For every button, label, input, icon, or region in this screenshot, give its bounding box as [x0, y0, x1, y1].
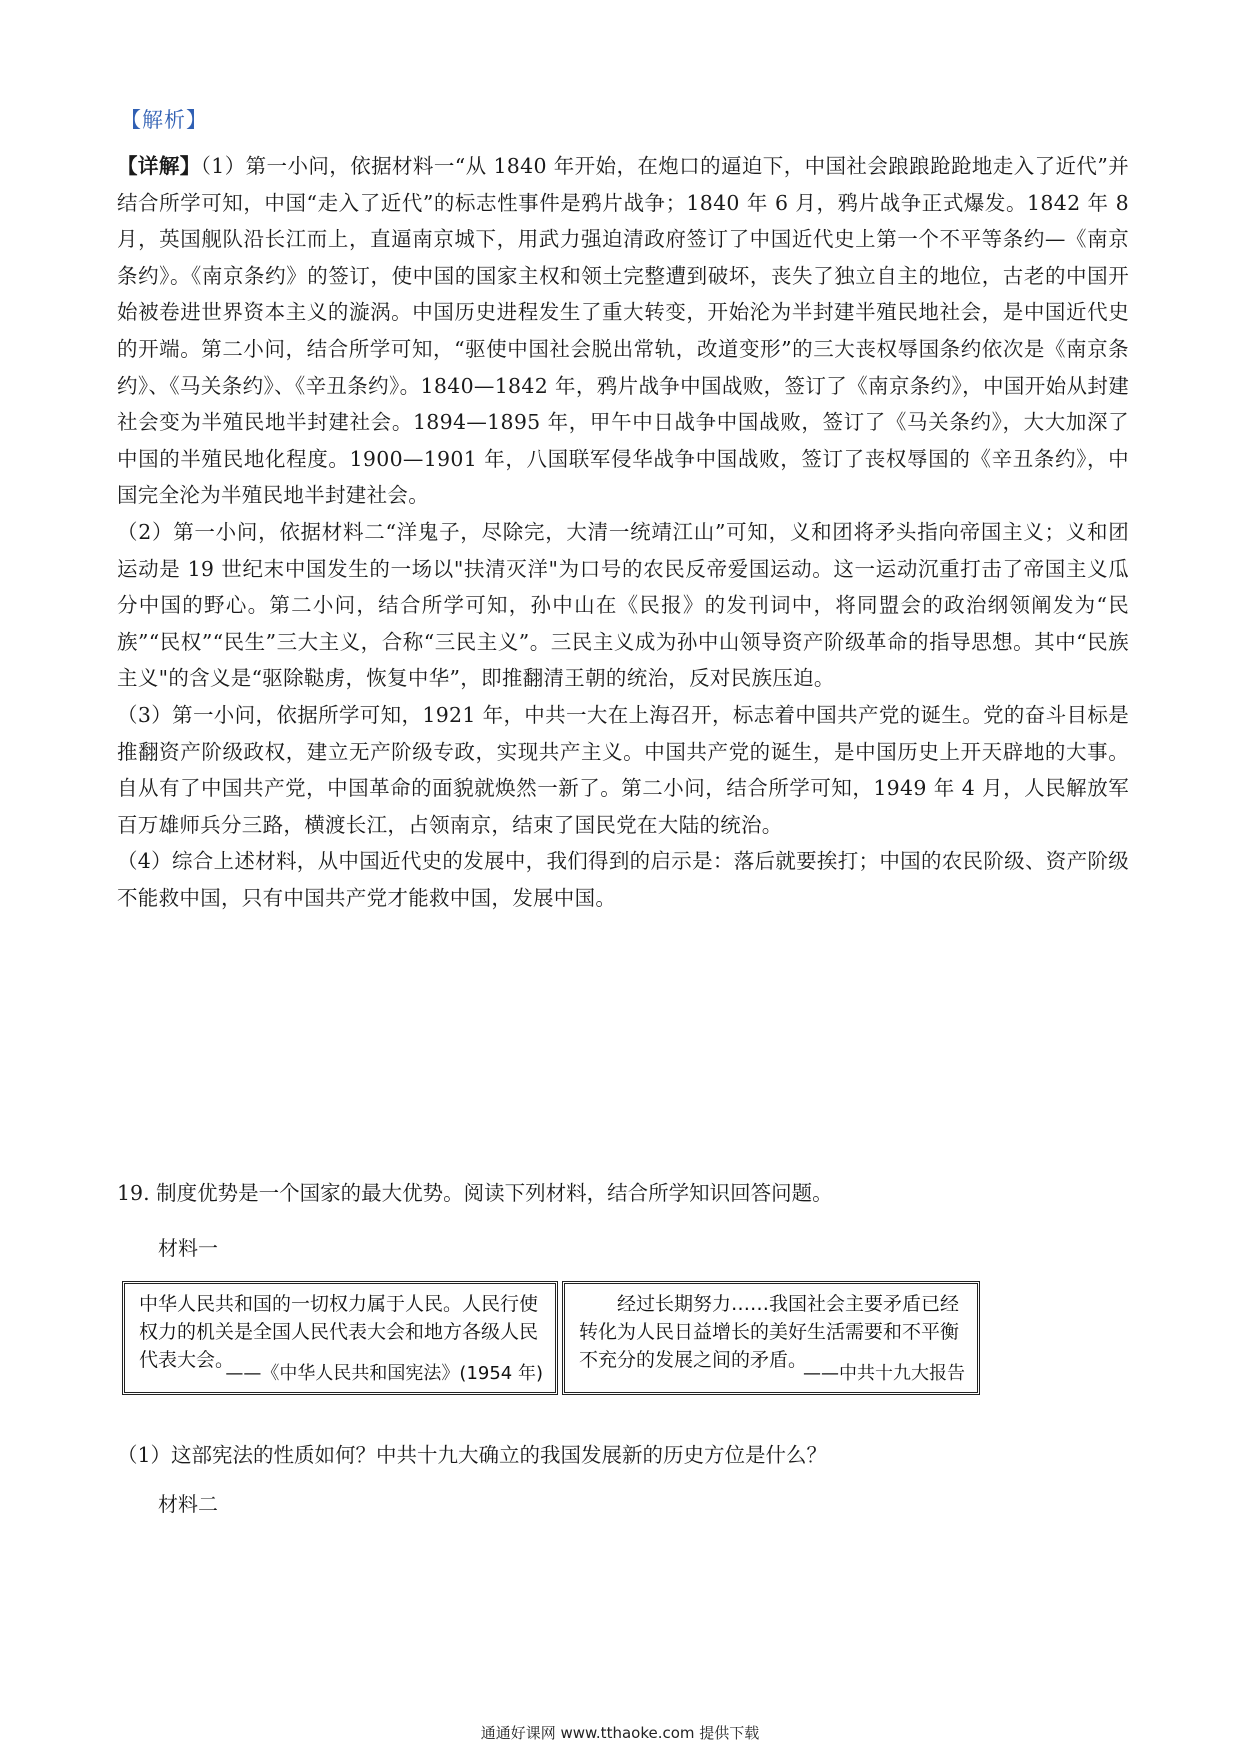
- page-footer: 通通好课网 www.tthaoke.com 提供下载: [480, 1724, 760, 1742]
- constitution-quote-source: ——《中华人民共和国宪法》(1954 年): [225, 1363, 543, 1384]
- congress-report-quote-text: 经过长期努力……我国社会主要矛盾已经转化为人民日益增长的美好生活需要和不平衡不充分的发展之间的矛盾。: [579, 1293, 960, 1371]
- congress-report-quote-box: [562, 1281, 980, 1395]
- answer-part-3: （3）第一小问，依据所学可知，1921 年，中共一大在上海召开，标志着中国共产党的诞生。党的奋斗目标是推翻资产阶级政权，建立无产阶级专政，实现共产主义。中国共产党的诞生，是中国历史上开天辟地的大事。自从有了中国共产党，中国革命的面貌就焕然一新了。第二小问，结合所学可知，1949 年 4 月，人民解放军百万雄师兵分三路，横渡长江，占领南京，结束了国民党在大陆的统治。: [117, 702, 1129, 837]
- answer-part-2: （2）第一小问，依据材料二“洋鬼子，尽除完，大清一统靖江山”可知，义和团将矛头指向帝国主义；义和团运动是 19 世纪末中国发生的一场以"扶清灭洋"为口号的农民反帝爱国运动。这一运动沉重打击了帝国主义瓜分中国的野心。第二小问，结合所学可知，孙中山在《民报》的发刊词中，将同盟会的政治纲领阐发为“民族”“民权”“民生”三大主义，合称“三民主义”。三民主义成为孙中山领导资产阶级革命的指导思想。其中“民族主义"的含义是“驱除鞑虏，恢复中华”，即推翻清王朝的统治，反对民族压迫。: [117, 519, 1129, 691]
- material-1-boxes: [122, 1281, 980, 1401]
- answer-part-1: （1）第一小问，依据材料一“从 1840 年开始，在炮口的逼迫下，中国社会踉踉跄跄地走入了近代”并结合所学可知，中国“走入了近代”的标志性事件是鸦片战争；1840 年 6 月，鸦片战争正式爆发。1842 年 8 月，英国舰队沿长江而上，直逼南京城下，用武力强迫清政府签订了中国近代史上第一个不平等条约—《南京条约》。《南京条约》的签订，使中国的国家主权和领土完整遭到破坏，丧失了独立自主的地位，古老的中国开始被卷进世界资本主义的漩涡。中国历史进程发生了重大转变，开始沦为半封建半殖民地社会，是中国近代史的开端。第二小问，结合所学可知，“驱使中国社会脱出常轨，改道变形”的三大丧权辱国条约依次是《南京条约》、《马关条约》、《辛丑条约》。1840—1842 年，鸦片战争中国战败，签订了《南京条约》，中国开始从封建社会变为半殖民地半封建社会。1894—1895 年，甲午中日战争中国战败，签订了《马关条约》，大大加深了中国的半殖民地化程度。1900—1901 年，八国联军侵华战争中国战败，签订了丧权辱国的《辛丑条约》，中国完全沦为半殖民地半封建社会。: [117, 154, 1130, 508]
- question-19-stem: 19. 制度优势是一个国家的最大优势。阅读下列材料，结合所学知识回答问题。: [117, 1181, 833, 1205]
- congress-report-quote-source: ——中共十九大报告: [803, 1363, 965, 1384]
- analysis-body: [117, 148, 1129, 916]
- material-1-label: 材料一: [158, 1236, 218, 1260]
- analysis-heading: 【解析】: [120, 108, 208, 132]
- detail-tag: 【详解】: [117, 154, 201, 178]
- constitution-quote-text: 中华人民共和国的一切权力属于人民。人民行使权力的机关是全国人民代表大会和地方各级人民代表大会。: [139, 1293, 539, 1371]
- analysis-paragraph-1: [117, 148, 1129, 514]
- question-19-sub-1: （1）这部宪法的性质如何？中共十九大确立的我国发展新的历史方位是什么？: [117, 1443, 828, 1467]
- answer-part-4: （4）综合上述材料，从中国近代史的发展中，我们得到的启示是：落后就要挨打；中国的农民阶级、资产阶级不能救中国，只有中国共产党才能救中国，发展中国。: [117, 849, 1129, 910]
- material-2-label: 材料二: [158, 1492, 218, 1516]
- constitution-quote-box: [122, 1281, 558, 1395]
